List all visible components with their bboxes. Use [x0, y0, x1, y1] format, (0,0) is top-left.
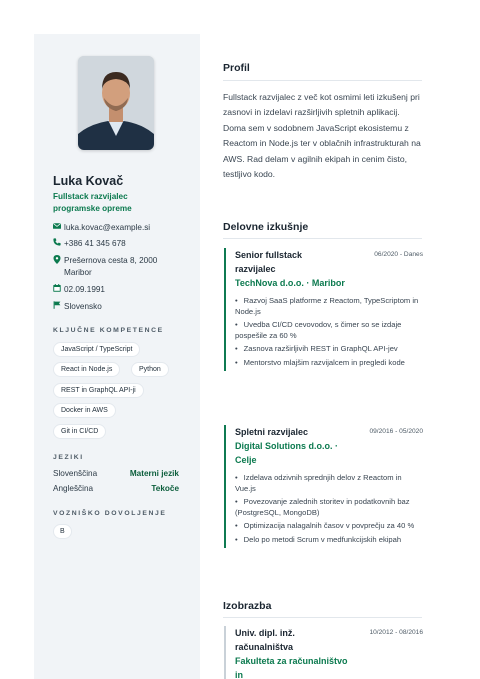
- calendar-icon: [53, 284, 64, 296]
- job-bullet: • Optimizacija nalagalnih časov v povprečju za 40 %: [235, 521, 423, 532]
- job-bullet: • Izdelava odzivnih sprednjih delov z Reactom in Vue.js: [235, 473, 423, 495]
- job-entry: [224, 425, 423, 548]
- contact-nationality: [53, 301, 102, 313]
- flag-icon: [53, 301, 64, 313]
- skills-title: KLJUČNE KOMPETENCE: [53, 327, 164, 334]
- job-entry: [224, 248, 423, 371]
- address-text: Prešernova cesta 8, 2000 Maribor: [64, 256, 158, 277]
- job-company: Digital Solutions d.o.o. · Celje: [235, 441, 338, 465]
- experience-section-title: Delovne izkušnje: [223, 221, 309, 233]
- candidate-role: Fullstack razvijalec programske opreme: [53, 192, 132, 213]
- education-dates: 10/2012 - 08/2016: [369, 629, 423, 636]
- driving-category-chip: B: [53, 524, 72, 539]
- job-dates: 06/2020 - Danes: [374, 251, 423, 258]
- location-pin-icon: [53, 255, 64, 278]
- job-title: Senior fullstack razvijalec: [235, 250, 303, 274]
- contact-phone: [53, 238, 126, 250]
- contact-address: [53, 255, 178, 278]
- profile-photo: [78, 56, 154, 150]
- phone-text: +386 41 345 678: [64, 239, 126, 248]
- skill-chip: Docker in AWS: [53, 403, 116, 418]
- candidate-name: Luka Kovač: [53, 174, 124, 188]
- birthdate-text: 02.09.1991: [64, 285, 105, 294]
- profile-section-title: Profil: [223, 62, 250, 74]
- language-name: Slovenščina: [53, 469, 98, 478]
- nationality-text: Slovensko: [64, 302, 102, 311]
- job-company: TechNova d.o.o. · Maribor: [235, 278, 345, 288]
- language-row: [53, 469, 179, 478]
- education-entry: [224, 626, 423, 679]
- email-icon: [53, 222, 64, 234]
- job-bullet: • Razvoj SaaS platforme z Reactom, TypeScriptom in Node.js: [235, 296, 423, 318]
- job-bullet: • Mentorstvo mlajšim razvijalcem in pregledi kode: [235, 358, 423, 369]
- job-bullet: • Uvedba CI/CD cevovodov, s čimer so se izdaje pospešile za 60 %: [235, 320, 423, 342]
- job-title: Spletni razvijalec: [235, 427, 309, 437]
- skill-chip: Python: [131, 362, 169, 377]
- education-school: Fakulteta za računalništvo in: [235, 656, 348, 679]
- job-dates: 09/2016 - 05/2020: [369, 428, 423, 435]
- contact-email: [53, 222, 150, 234]
- skill-chip: REST in GraphQL API-ji: [53, 383, 144, 398]
- education-section-title: Izobrazba: [223, 600, 272, 612]
- job-bullet: • Delo po metodi Scrum v medfunkcijskih ekipah: [235, 535, 423, 546]
- phone-icon: [53, 238, 64, 250]
- job-bullet: • Zasnova razširljivih REST in GraphQL API-jev: [235, 344, 423, 355]
- sidebar: [34, 34, 200, 679]
- job-bullet: • Povezovanje zalednih storitev in podatkovnih baz (PostgreSQL, MongoDB): [235, 497, 423, 519]
- contact-birthdate: [53, 284, 105, 296]
- section-divider: [223, 238, 422, 239]
- driving-title: VOZNIŠKO DOVOLJENJE: [53, 510, 167, 517]
- language-name: Angleščina: [53, 484, 94, 493]
- email-text: luka.kovac@example.si: [64, 223, 151, 232]
- section-divider: [223, 617, 422, 618]
- profile-summary: Fullstack razvijalec z več kot osmimi leti izkušenj pri zasnovi in izdelavi razširljivih spletnih aplikacij. Doma sem v sodobnem JavaScript ekosistemu z Reactom in Node.js ter v oblačnih infrastrukturah na AWS. Rad delam v agilnih ekipah in cenim čisto, testljivo kodo.: [223, 92, 421, 180]
- skill-chip: React in Node.js: [53, 362, 120, 377]
- skill-chip: Git in CI/CD: [53, 424, 106, 439]
- section-divider: [223, 80, 422, 81]
- language-row: [53, 484, 179, 493]
- language-level: Tekoče: [151, 484, 179, 493]
- education-degree: Univ. dipl. inž. računalništva: [235, 628, 295, 652]
- skill-chip: JavaScript / TypeScript: [53, 342, 140, 357]
- languages-title: JEZIKI: [53, 454, 84, 461]
- language-level: Materni jezik: [129, 469, 179, 478]
